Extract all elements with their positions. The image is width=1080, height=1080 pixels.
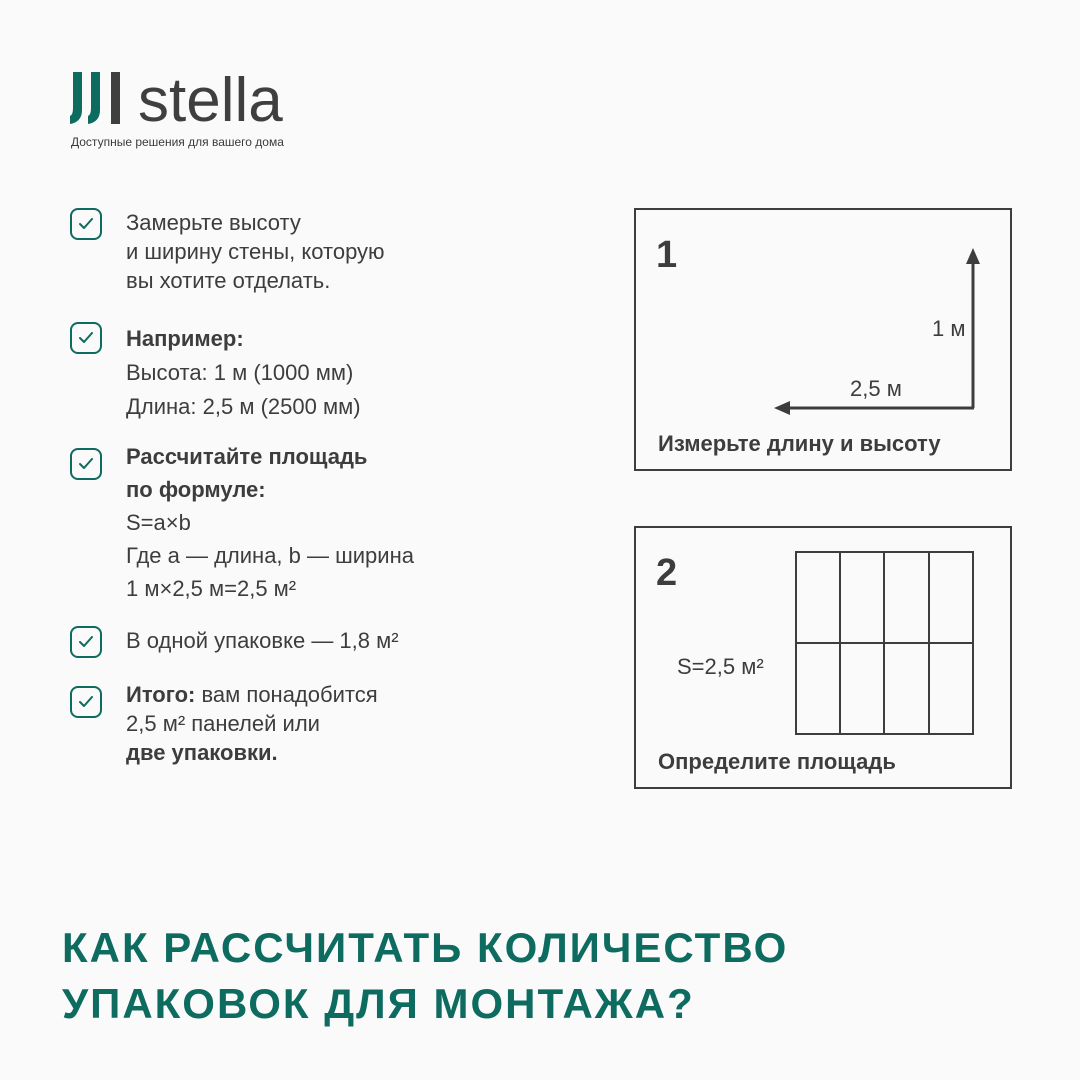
length-label: 2,5 м <box>850 376 902 401</box>
check-icon <box>70 626 102 658</box>
panel-number: 2 <box>656 552 678 594</box>
step-title: Рассчитайте площадь <box>126 444 368 469</box>
step-title: по формуле: <box>126 477 266 502</box>
title-line: КАК РАССЧИТАТЬ КОЛИЧЕСТВО <box>62 924 789 971</box>
area-label: S=2,5 м² <box>677 654 764 679</box>
step-text: Длина: 2,5 м (2500 мм) <box>126 394 361 419</box>
check-icon <box>70 448 102 480</box>
step-text: вы хотите отделать. <box>126 268 331 293</box>
step-text: В одной упаковке — 1,8 м² <box>126 628 399 653</box>
check-icon <box>70 322 102 354</box>
step-text: Замерьте высоту <box>126 210 301 235</box>
step-text: вам понадобится <box>195 682 378 707</box>
check-icon <box>70 686 102 718</box>
arrow-up-icon <box>966 248 980 264</box>
step-title: Например: <box>126 326 244 351</box>
page-title <box>62 920 788 1032</box>
title-line: УПАКОВОК ДЛЯ МОНТАЖА? <box>62 980 695 1027</box>
step-text: 2,5 м² панелей или <box>126 711 320 736</box>
panel-number: 1 <box>656 234 678 276</box>
brand-tagline: Доступные решения для вашего дома <box>71 135 284 149</box>
panel-measure <box>634 208 1012 471</box>
check-icon <box>70 208 102 240</box>
height-label: 1 м <box>932 316 966 341</box>
logo-mark-icon <box>70 72 126 126</box>
panel-area <box>634 526 1012 789</box>
panel-caption: Определите площадь <box>658 749 896 774</box>
step-text: Высота: 1 м (1000 мм) <box>126 360 354 385</box>
step-text: и ширину стены, которую <box>126 239 385 264</box>
total-label: Итого: <box>126 682 196 707</box>
arrow-left-icon <box>774 401 790 415</box>
formula-text: S=a×b <box>126 510 191 535</box>
panel-caption: Измерьте длину и высоту <box>658 431 941 456</box>
brand-name: stella <box>138 66 283 135</box>
formula-result: 1 м×2,5 м=2,5 м² <box>126 576 297 601</box>
total-result: две упаковки. <box>126 740 278 765</box>
step-text: Где a — длина, b — ширина <box>126 543 414 568</box>
